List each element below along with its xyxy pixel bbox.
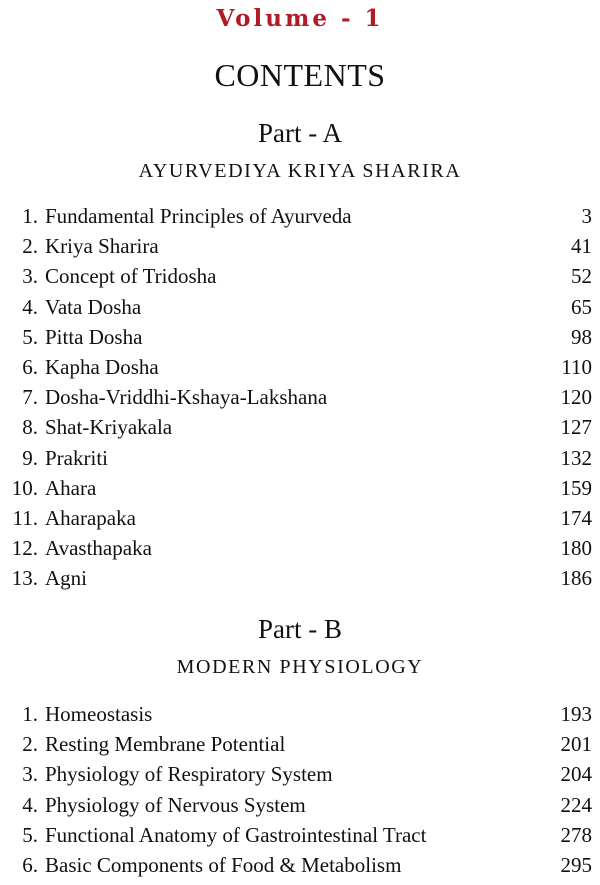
toc-entry-page: 159 [560, 475, 592, 500]
toc-entry [0, 820, 600, 850]
toc-entry-page: 174 [560, 505, 592, 530]
toc-entry-page: 127 [560, 415, 592, 440]
toc-entry-page: 180 [560, 536, 592, 561]
toc-entry-number: 10. [11, 475, 38, 500]
toc-entry-title: Vata Dosha [45, 294, 142, 319]
toc-entry-page: 186 [560, 566, 592, 591]
toc-entry-page: 3 [581, 204, 592, 228]
toc-entry-number: 2. [22, 732, 38, 757]
toc-entry-number: 6. [22, 354, 38, 379]
part-a-heading: Part - A [258, 118, 342, 148]
toc-entry-title: Avasthapaka [45, 536, 152, 561]
toc-entry-title: Agni [45, 566, 87, 591]
toc-entry-title: Ahara [45, 475, 97, 500]
part-b-toc-list [0, 699, 600, 880]
toc-entry-number: 1. [22, 702, 38, 726]
toc-entry-title: Kriya Sharira [45, 234, 159, 259]
toc-entry-title: Physiology of Respiratory System [45, 762, 333, 787]
part-b-subtitle: MODERN PHYSIOLOGY [176, 656, 424, 678]
toc-entry [0, 729, 600, 759]
toc-entry-title: Physiology of Nervous System [45, 792, 306, 817]
toc-entry-title: Resting Membrane Potential [45, 732, 286, 757]
toc-entry-number: 3. [22, 264, 38, 289]
toc-entry-page: 295 [560, 852, 592, 877]
toc-entry-page: 52 [571, 264, 592, 289]
toc-entry-page: 224 [560, 792, 592, 817]
toc-entry-number: 9. [22, 445, 38, 470]
toc-entry-page: 278 [560, 822, 592, 847]
toc-entry [0, 563, 600, 593]
part-a-toc-list [0, 201, 600, 593]
toc-entry [0, 473, 600, 503]
toc-entry [0, 503, 600, 533]
toc-entry-title: Prakriti [45, 445, 108, 470]
toc-entry-number: 5. [22, 822, 38, 847]
toc-entry-title: Fundamental Principles of Ayurveda [45, 204, 352, 228]
toc-entry-page: 98 [571, 324, 592, 349]
toc-entry [0, 231, 600, 261]
toc-entry-title: Kapha Dosha [45, 354, 159, 379]
toc-entry-title: Shat-Kriyakala [45, 415, 173, 440]
toc-entry-title: Basic Components of Food & Metabolism [45, 852, 402, 877]
toc-entry [0, 382, 600, 412]
toc-entry-number: 6. [22, 852, 38, 877]
toc-entry-number: 4. [22, 792, 38, 817]
toc-entry-title: Homeostasis [45, 702, 153, 726]
toc-entry-number: 3. [22, 762, 38, 787]
toc-entry-page: 41 [571, 234, 592, 259]
toc-entry-page: 110 [561, 354, 592, 379]
toc-entry-page: 65 [571, 294, 592, 319]
toc-entry-number: 5. [22, 324, 38, 349]
toc-entry-title: Functional Anatomy of Gastrointestinal Tract [45, 822, 427, 847]
toc-entry [0, 533, 600, 563]
toc-entry-page: 120 [560, 385, 592, 410]
toc-entry-number: 13. [11, 566, 38, 591]
toc-entry-page: 132 [560, 445, 592, 470]
toc-entry [0, 759, 600, 789]
toc-entry-title: Dosha-Vriddhi-Kshaya-Lakshana [45, 385, 328, 410]
part-a-subtitle: AYURVEDIYA KRIYA SHARIRA [138, 160, 462, 182]
volume-label: Volume - 1 [216, 5, 384, 32]
toc-entry-title: Aharapaka [45, 505, 136, 530]
toc-entry-number: 7. [22, 385, 38, 410]
toc-entry-number: 12. [11, 536, 38, 561]
toc-entry-page: 201 [560, 732, 592, 757]
toc-entry-title: Concept of Tridosha [45, 264, 217, 289]
toc-entry [0, 201, 600, 231]
toc-entry-number: 2. [22, 234, 38, 259]
toc-entry-page: 204 [560, 762, 592, 787]
toc-entry [0, 322, 600, 352]
toc-entry [0, 412, 600, 442]
toc-entry-number: 8. [22, 415, 38, 440]
toc-entry [0, 261, 600, 291]
toc-entry [0, 352, 600, 382]
toc-entry-title: Pitta Dosha [45, 324, 143, 349]
contents-title: CONTENTS [214, 57, 386, 93]
part-b-heading: Part - B [258, 614, 342, 644]
toc-entry-number: 1. [22, 204, 38, 228]
toc-entry-number: 11. [12, 505, 38, 530]
toc-entry [0, 292, 600, 322]
toc-entry-page: 193 [560, 702, 592, 726]
toc-entry [0, 790, 600, 820]
toc-entry [0, 443, 600, 473]
toc-entry [0, 699, 600, 729]
toc-entry [0, 850, 600, 880]
toc-entry-number: 4. [22, 294, 38, 319]
